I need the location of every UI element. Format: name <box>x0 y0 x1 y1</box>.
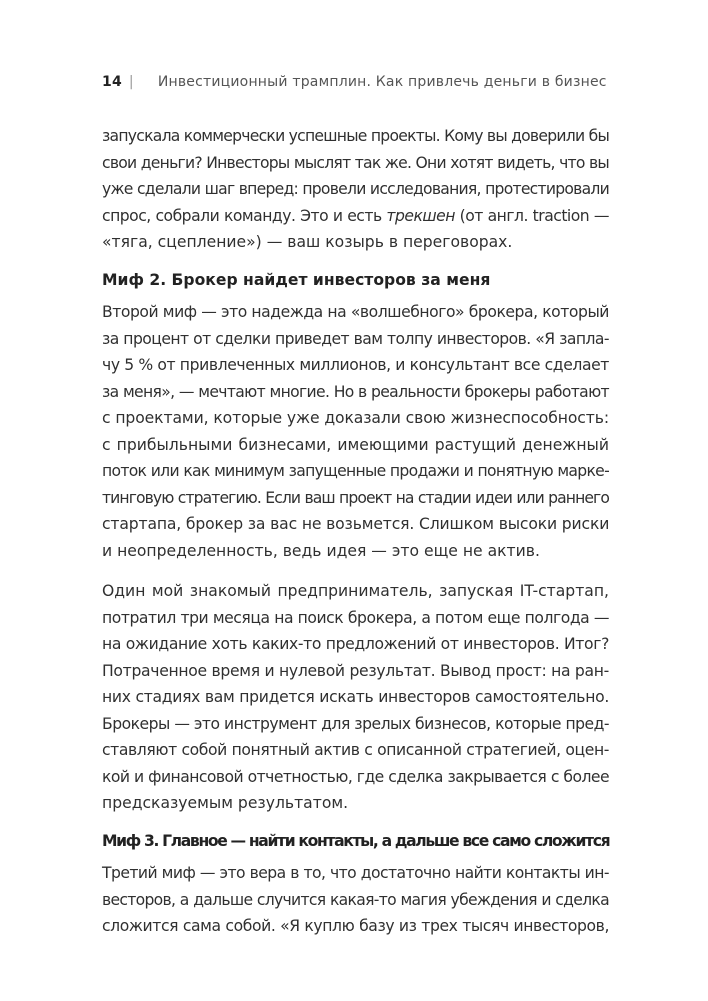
text-line: потратил три месяца на поиск брокера, а потом еще полгода — <box>102 608 609 627</box>
section-heading-myth-2: Миф 2. Брокер найдет инвесторов за меня <box>102 270 491 289</box>
text-line: с проектами, которые уже доказали свою жизнеспособность: <box>102 409 609 427</box>
paragraph-myth-2 <box>102 299 609 564</box>
paragraph-broker-story <box>102 578 609 817</box>
text-line: чу 5 % от привлеченных миллионов, и консультант все сделает <box>102 356 609 374</box>
text-line-with-term <box>102 203 609 230</box>
page-number: 14 <box>102 74 122 90</box>
text-line: стартапа, брокер за вас не возьмется. Слишком высоки риски <box>102 515 610 533</box>
text-line: свои деньги? Инвесторы мыслят так же. Они хотят видеть, что вы <box>102 153 609 172</box>
paragraph-myth-3 <box>102 860 609 940</box>
text-line: Брокеры — это инструмент для зрелых бизнесов, которые пред- <box>102 714 610 733</box>
italic-term: трекшен <box>386 206 455 225</box>
text-line: и неопределенность, ведь идея — это еще не актив. <box>102 541 540 560</box>
text-line: за процент от сделки приведет вам толпу инвесторов. «Я запла- <box>102 329 609 348</box>
text-line: них стадиях вам придется искать инвесторов самостоятельно. <box>102 688 609 706</box>
text-line: весторов, а дальше случится какая-то магия убеждения и сделка <box>102 890 609 909</box>
text-line: Один мой знакомый предприниматель, запуская IT-стартап, <box>102 582 609 600</box>
text-line: тинговую стратегию. Если ваш проект на стадии идеи или раннего <box>102 488 609 507</box>
text-line: с прибыльными бизнесами, имеющими растущий денежный <box>102 435 609 454</box>
text-line: запускала коммерчески успешные проекты. Кому вы доверили бы <box>102 127 609 145</box>
text-line: уже сделали шаг вперед: провели исследования, протестировали <box>102 180 609 198</box>
paragraph-intro-continuation <box>102 123 609 256</box>
book-title: Инвестиционный трамплин. Как привлечь деньги в бизнес <box>157 74 607 90</box>
text-line: сложится сама собой. «Я куплю базу из трех тысяч инвесторов, <box>102 917 609 935</box>
text-fragment: (от англ. traction — <box>454 206 610 225</box>
text-line: Второй миф — это надежда на «волшебного» брокера, который <box>102 303 609 321</box>
running-header <box>102 74 607 96</box>
text-line: кой и финансовой отчетностью, где сделка закрывается с более <box>102 767 609 786</box>
text-line: за меня», — мечтают многие. Но в реальности брокеры работают <box>102 382 609 401</box>
text-line: на ожидание хоть каких-то предложений от инвесторов. Итог? <box>102 635 609 653</box>
text-line: ставляют собой понятный актив с описанной стратегией, оцен- <box>102 741 609 759</box>
text-fragment: спрос, собрали команду. Это и есть <box>102 206 387 225</box>
header-separator: | <box>128 74 134 90</box>
text-line: поток или как минимум запущенные продажи и понятную марке- <box>102 462 609 480</box>
text-line: Потраченное время и нулевой результат. Вывод прост: на ран- <box>102 661 609 680</box>
section-heading-myth-3: Миф 3. Главное — найти контакты, а дальше все само сложится <box>102 831 610 850</box>
text-line: «тяга, сцепление») — ваш козырь в переговорах. <box>102 233 513 251</box>
text-line: Третий миф — это вера в то, что достаточно найти контакты ин- <box>102 864 609 882</box>
page-body <box>102 123 609 940</box>
text-line: предсказуемым результатом. <box>102 794 349 812</box>
